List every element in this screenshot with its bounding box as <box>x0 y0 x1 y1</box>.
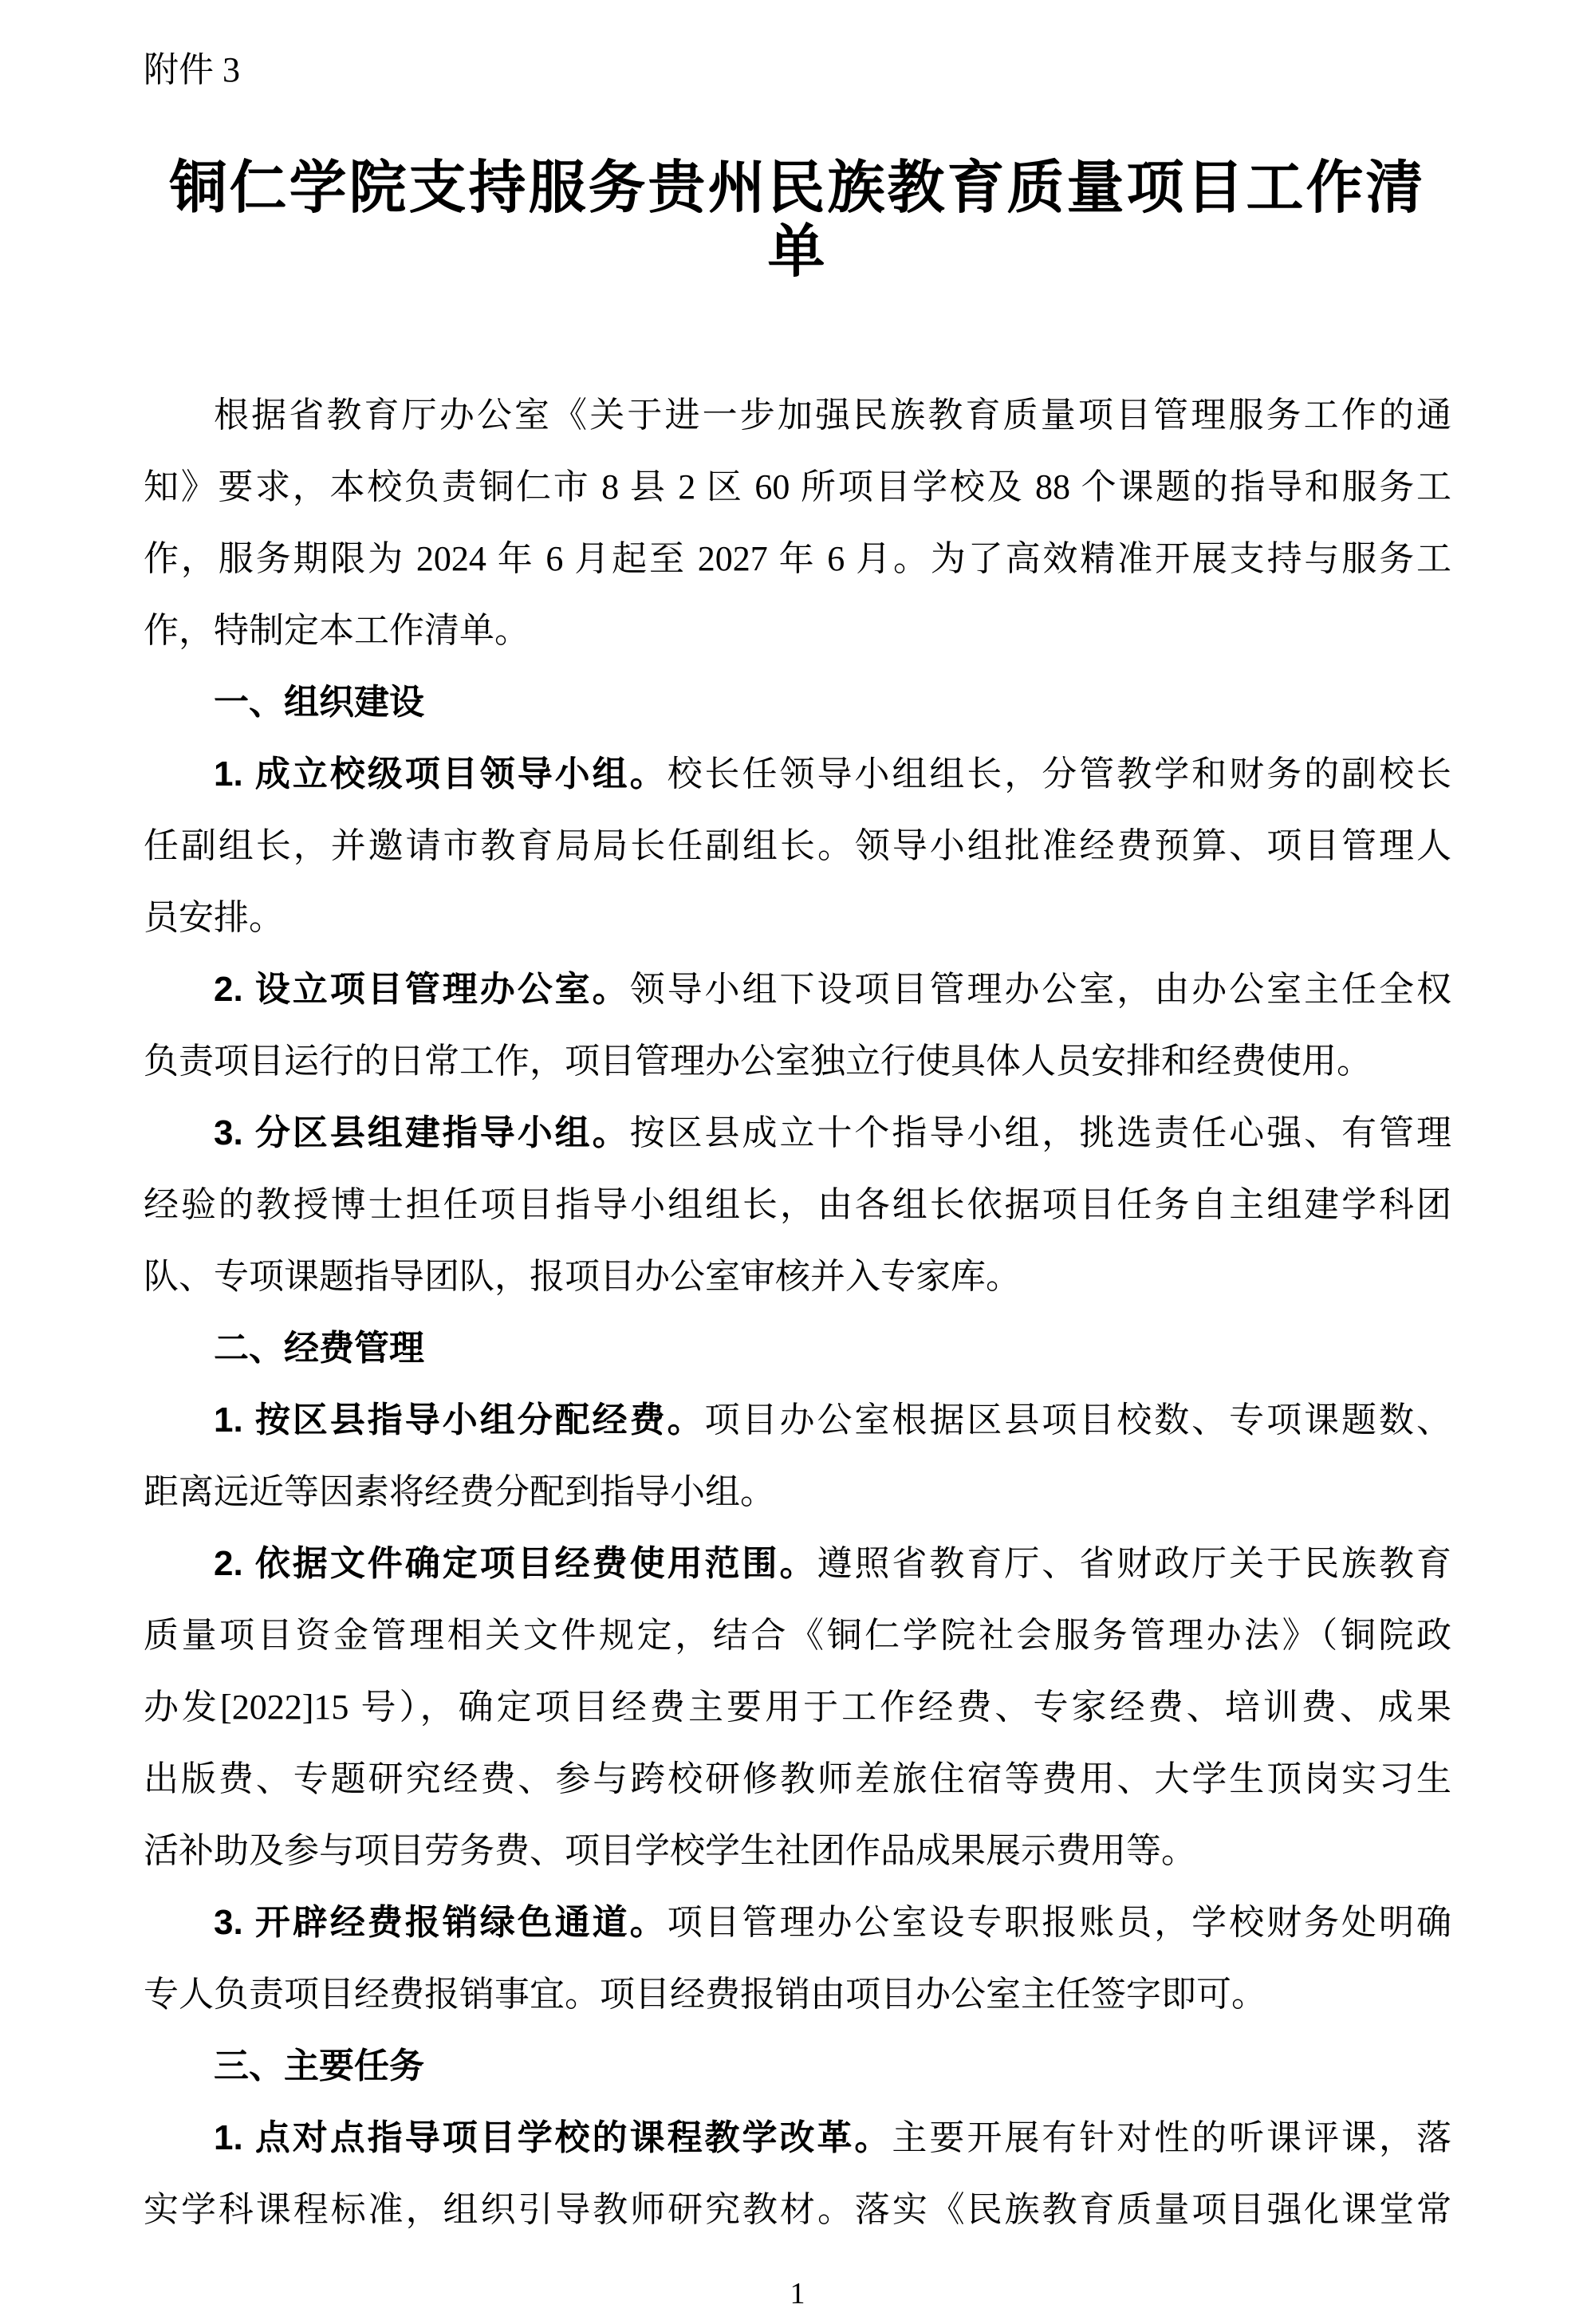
attachment-label: 附件 3 <box>144 50 240 89</box>
text-run: 领导小组下设项目管理办公室，由办公室主任全权 <box>629 970 1452 1009</box>
bold-text-run: 二、经费管理 <box>214 1329 424 1368</box>
bold-text-run: 3. 开辟经费报销绿色通道。 <box>214 1903 668 1942</box>
text-line <box>144 523 1451 595</box>
section-heading <box>144 1313 1451 1385</box>
text-run: 活补助及参与项目劳务费、项目学校学生社团作品成果展示费用等。 <box>144 1831 1196 1870</box>
text-line <box>144 882 1451 954</box>
text-line <box>144 810 1451 882</box>
text-line <box>144 739 1451 810</box>
text-line <box>144 1815 1451 1887</box>
bold-text-run: 1. 点对点指导项目学校的课程教学改革。 <box>214 2118 892 2157</box>
text-run: 出版费、专题研究经费、参与跨校研修教师差旅住宿等费用、大学生顶岗实习生 <box>144 1759 1451 1798</box>
text-line <box>144 1528 1451 1600</box>
text-run: 项目管理办公室设专职报账员，学校财务处明确 <box>667 1903 1451 1942</box>
bold-text-run: 1. 按区县指导小组分配经费。 <box>214 1400 705 1440</box>
text-run: 实学科课程标准，组织引导教师研究教材。落实《民族教育质量项目强化课堂常 <box>144 2190 1451 2229</box>
bold-text-run: 2. 依据文件确定项目经费使用范围。 <box>214 1544 817 1583</box>
section-heading <box>144 667 1451 739</box>
text-run: 项目办公室根据区县项目校数、专项课题数、 <box>704 1400 1451 1440</box>
text-line <box>144 1097 1451 1169</box>
text-line <box>144 1959 1451 2031</box>
text-run: 根据省教育厅办公室《关于进一步加强民族教育质量项目管理服务工作的通 <box>214 396 1451 435</box>
text-line <box>144 1026 1451 1097</box>
text-run: 校长任领导小组组长，分管教学和财务的副校长 <box>667 754 1451 794</box>
text-line <box>144 1385 1451 1456</box>
text-line <box>144 1672 1451 1743</box>
bold-text-run: 一、组织建设 <box>214 683 424 722</box>
text-run: 队、专项课题指导团队，报项目办公室审核并入专家库。 <box>144 1257 1021 1296</box>
text-run: 经验的教授博士担任项目指导小组组长，由各组长依据项目任务自主组建学科团 <box>144 1185 1451 1224</box>
text-line <box>144 1241 1451 1313</box>
text-run: 员安排。 <box>144 898 284 937</box>
text-run: 作，服务期限为 2024 年 6 月起至 2027 年 6 月。为了高效精准开展支持与服务工 <box>144 539 1451 578</box>
text-run: 任副组长，并邀请市教育局局长任副组长。领导小组批准经费预算、项目管理人 <box>144 826 1451 865</box>
text-line <box>144 380 1451 451</box>
text-run: 主要开展有针对性的听课评课，落 <box>892 2118 1452 2157</box>
text-run: 距离远近等因素将经费分配到指导小组。 <box>144 1472 775 1511</box>
text-run: 办发[2022]15 号），确定项目经费主要用于工作经费、专家经费、培训费、成果 <box>144 1688 1451 1727</box>
text-run: 按区县成立十个指导小组，挑选责任心强、有管理 <box>629 1113 1452 1152</box>
text-run: 专人负责项目经费报销事宜。项目经费报销由项目办公室主任签字即可。 <box>144 1975 1266 2014</box>
text-line <box>144 1600 1451 1672</box>
text-run: 作，特制定本工作清单。 <box>144 611 530 650</box>
bold-text-run: 3. 分区县组建指导小组。 <box>214 1113 630 1152</box>
text-line <box>144 1743 1451 1815</box>
text-line <box>144 954 1451 1026</box>
text-run: 遵照省教育厅、省财政厅关于民族教育 <box>817 1544 1452 1583</box>
page-number: 1 <box>790 2277 805 2310</box>
text-line <box>144 1169 1451 1241</box>
text-run: 质量项目资金管理相关文件规定，结合《铜仁学院社会服务管理办法》（铜院政 <box>144 1616 1451 1655</box>
document-body <box>144 380 1451 2246</box>
text-line <box>144 2102 1451 2174</box>
text-line <box>144 2174 1451 2246</box>
text-line <box>144 595 1451 667</box>
bold-text-run: 三、主要任务 <box>214 2046 424 2086</box>
page-title: 铜仁学院支持服务贵州民族教育质量项目工作清单 <box>169 156 1426 284</box>
section-heading <box>144 2031 1451 2102</box>
text-run: 负责项目运行的日常工作，项目管理办公室独立行使具体人员安排和经费使用。 <box>144 1042 1372 1081</box>
bold-text-run: 1. 成立校级项目领导小组。 <box>214 754 668 794</box>
text-line <box>144 1887 1451 1959</box>
text-run: 知》要求，本校负责铜仁市 8 县 2 区 60 所项目学校及 88 个课题的指导和服务工 <box>144 467 1451 506</box>
text-line <box>144 1456 1451 1528</box>
bold-text-run: 2. 设立项目管理办公室。 <box>214 970 630 1009</box>
text-line <box>144 451 1451 523</box>
